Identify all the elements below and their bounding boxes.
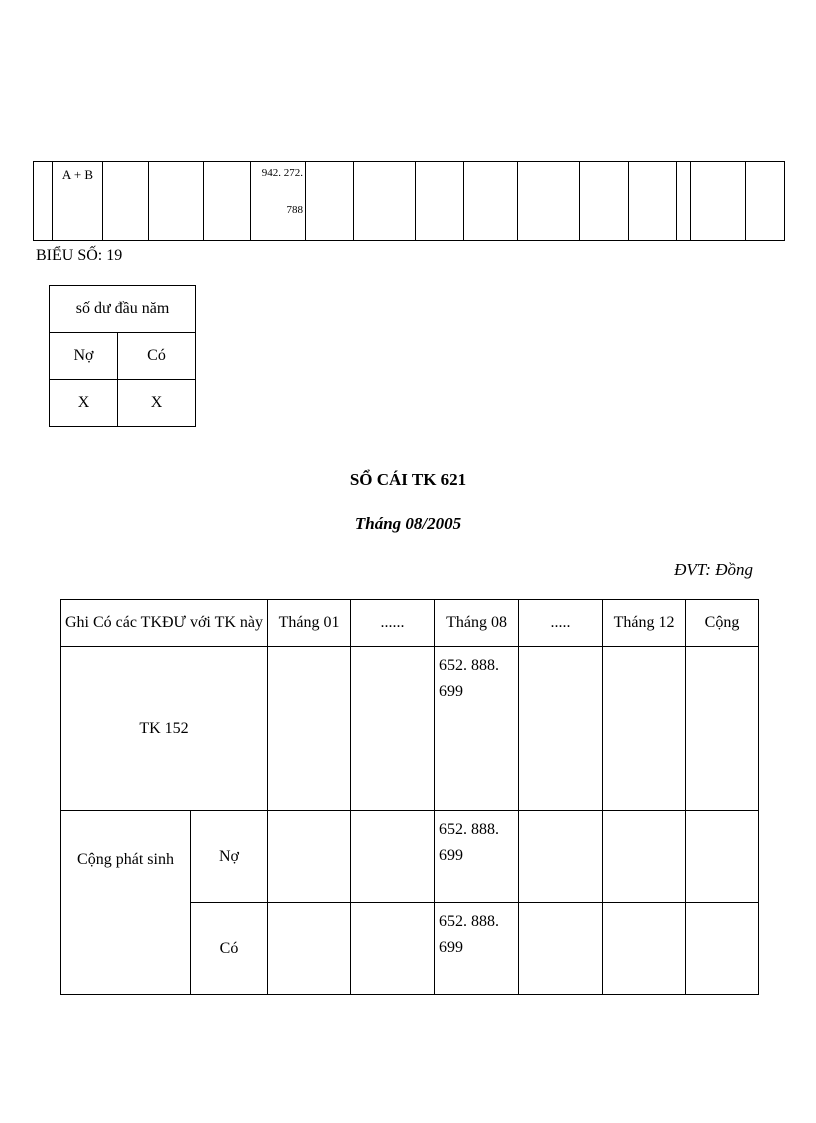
amount-line-1: 652. 888. — [439, 913, 499, 930]
table-row — [50, 380, 196, 427]
table-cell — [603, 811, 686, 903]
table-cell — [519, 811, 603, 903]
table-row — [50, 286, 196, 333]
table-cell — [354, 162, 416, 241]
table-row — [34, 162, 785, 241]
amount-cell — [251, 162, 306, 241]
table-cell — [686, 903, 759, 995]
amount-line-2: 699 — [439, 939, 463, 956]
amount-line-2: 788 — [286, 204, 303, 216]
table-cell — [268, 903, 351, 995]
opening-balance-table — [49, 285, 196, 427]
header-cell: Cộng — [686, 600, 759, 647]
row-label: A + B — [61, 167, 94, 182]
table-row — [61, 811, 759, 903]
table-cell — [686, 811, 759, 903]
amount-line-2: 699 — [439, 847, 463, 864]
debit-label: Nợ — [191, 811, 268, 903]
header-cell: Tháng 08 — [435, 600, 519, 647]
tk152-label: TK 152 — [61, 647, 268, 811]
table-cell — [603, 647, 686, 811]
table-cell — [204, 162, 251, 241]
table-cell — [518, 162, 580, 241]
ledger-table — [60, 599, 759, 995]
table-cell — [149, 162, 204, 241]
amount-line-1: 652. 888. — [439, 821, 499, 838]
credit-label: Có — [191, 903, 268, 995]
unit-label: ĐVT: Đồng — [674, 560, 753, 579]
amount-line-2: 699 — [439, 683, 463, 700]
table-cell — [351, 647, 435, 811]
ledger-title: SỔ CÁI TK 621 — [349, 470, 467, 489]
credit-label: Có — [118, 333, 196, 380]
ledger-subtitle: Tháng 08/2005 — [354, 514, 462, 533]
table-cell — [34, 162, 53, 241]
table-cell — [580, 162, 629, 241]
table-cell — [103, 162, 149, 241]
table-cell — [306, 162, 354, 241]
table-cell — [464, 162, 518, 241]
continuation-table — [33, 161, 785, 241]
credit-value: X — [118, 380, 196, 427]
table-cell — [519, 647, 603, 811]
table-cell — [746, 162, 785, 241]
amount-cell — [435, 903, 519, 995]
balance-header: số dư đầu năm — [50, 286, 196, 333]
table-cell — [603, 903, 686, 995]
table-cell — [268, 811, 351, 903]
amount-line-1: 942. 272. — [261, 167, 303, 179]
debit-value: X — [50, 380, 118, 427]
table-cell — [629, 162, 677, 241]
table-cell — [677, 162, 691, 241]
table-cell — [351, 903, 435, 995]
header-cell: Ghi Có các TKĐƯ với TK này — [61, 600, 268, 647]
table-cell — [686, 647, 759, 811]
table-cell — [519, 903, 603, 995]
amount-cell — [435, 811, 519, 903]
header-cell: Tháng 12 — [603, 600, 686, 647]
amount-line-1: 652. 888. — [439, 657, 499, 674]
table-cell — [416, 162, 464, 241]
debit-label: Nợ — [50, 333, 118, 380]
table-row — [50, 333, 196, 380]
form-number-label: BIỂU SỐ: 19 — [36, 247, 123, 264]
row-label-cell — [53, 162, 103, 241]
header-cell: ..... — [519, 600, 603, 647]
table-row — [61, 647, 759, 811]
table-cell — [691, 162, 746, 241]
header-cell: ...... — [351, 600, 435, 647]
amount-cell — [435, 647, 519, 811]
table-cell — [351, 811, 435, 903]
header-row — [61, 600, 759, 647]
table-cell — [268, 647, 351, 811]
header-cell: Tháng 01 — [268, 600, 351, 647]
total-label: Cộng phát sinh — [61, 811, 191, 995]
